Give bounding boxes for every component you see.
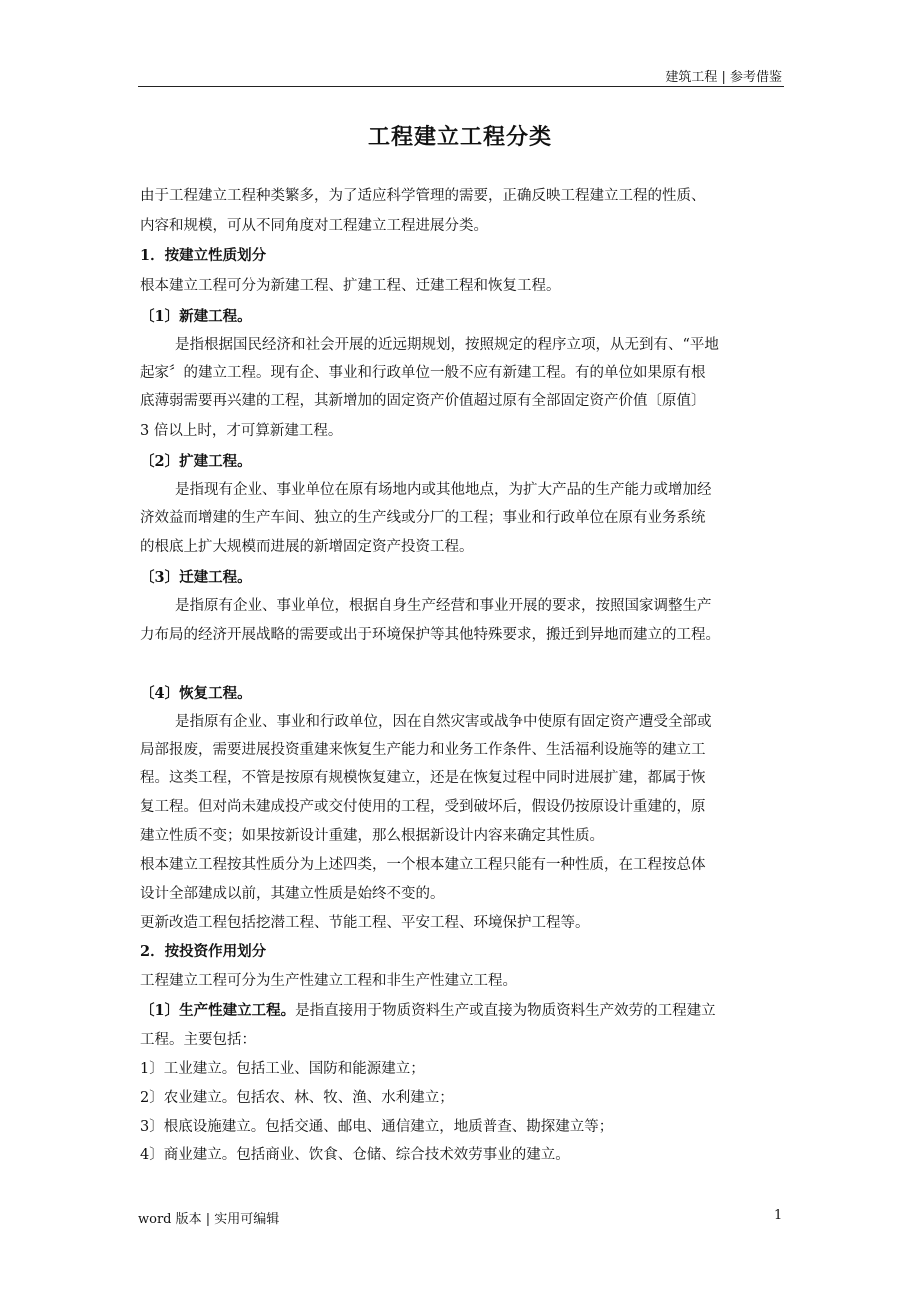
- paragraph-line: 根本建立工程按其性质分为上述四类，一个根本建立工程只能有一种性质，在工程按总体: [140, 857, 706, 873]
- section-heading: 2．按投资作用划分: [140, 943, 267, 960]
- paragraph-line: 复工程。但对尚未建成投产或交付使用的工程，受到破坏后，假设仍按原设计重建的，原: [140, 799, 706, 815]
- footer-text: word 版本 | 实用可编辑: [138, 1212, 280, 1227]
- list-item: 2〕农业建立。包括农、林、牧、渔、水利建立；: [140, 1090, 454, 1106]
- paragraph-line: [140, 1001, 716, 1021]
- paragraph-line: 由于工程建立工程种类繁多，为了适应科学管理的需要，正确反映工程建立工程的性质、: [140, 188, 706, 204]
- header-text: 建筑工程 | 参考借鉴: [665, 70, 782, 85]
- paragraph-line: 是指根据国民经济和社会开展的近远期规划，按照规定的程序立项，从无到有、“平地: [175, 337, 719, 353]
- subsection-heading: 〔1〕生产性建立工程。: [140, 1002, 296, 1019]
- list-item: 1〕工业建立。包括工业、国防和能源建立；: [140, 1061, 425, 1077]
- paragraph-line: 程。这类工程，不管是按原有规模恢复建立，还是在恢复过程中同时进展扩建，都属于恢: [140, 770, 706, 786]
- paragraph-line: 是指原有企业、事业和行政单位，因在自然灾害或战争中使原有固定资产遭受全部或: [175, 714, 712, 730]
- paragraph-line: 3 倍以上时，才可算新建工程。: [140, 423, 343, 439]
- page-number: 1: [774, 1208, 783, 1223]
- paragraph-line: 局部报废，需要进展投资重建来恢复生产能力和业务工作条件、生活福利设施等的建立工: [140, 742, 706, 758]
- subsection-heading: 〔4〕恢复工程。: [140, 685, 252, 702]
- paragraph-line: 建立性质不变；如果按新设计重建，那么根据新设计内容来确定其性质。: [140, 828, 604, 844]
- paragraph-text: 是指直接用于物质资料生产或直接为物质资料生产效劳的工程建立: [295, 1003, 716, 1019]
- paragraph-line: 起家〞的建立工程。现有企、事业和行政单位一般不应有新建工程。有的单位如果原有根: [140, 365, 706, 381]
- paragraph-line: 工程建立工程可分为生产性建立工程和非生产性建立工程。: [140, 973, 517, 989]
- paragraph-line: 根本建立工程可分为新建工程、扩建工程、迁建工程和恢复工程。: [140, 278, 561, 294]
- list-item: 4〕商业建立。包括商业、饮食、仓储、综合技术效劳事业的建立。: [140, 1147, 570, 1163]
- paragraph-line: 底薄弱需要再兴建的工程，其新增加的固定资产价值超过原有全部固定资产价值〔原值〕: [140, 393, 706, 409]
- subsection-heading: 〔3〕迁建工程。: [140, 569, 252, 586]
- paragraph-line: 工程。主要包括：: [140, 1032, 256, 1048]
- list-item: 3〕根底设施建立。包括交通、邮电、通信建立，地质普查、勘探建立等；: [140, 1119, 614, 1135]
- paragraph-line: 力布局的经济开展战略的需要或出于环境保护等其他特殊要求，搬迁到异地而建立的工程。: [140, 627, 720, 643]
- paragraph-line: 的根底上扩大规模而进展的新增固定资产投资工程。: [140, 539, 474, 555]
- section-heading: 1．按建立性质划分: [140, 247, 267, 264]
- paragraph-line: 内容和规模，可从不同角度对工程建立工程进展分类。: [140, 218, 488, 234]
- paragraph-line: 设计全部建成以前，其建立性质是始终不变的。: [140, 886, 445, 902]
- subsection-heading: 〔1〕新建工程。: [140, 308, 252, 325]
- paragraph-line: 是指原有企业、事业单位，根据自身生产经营和事业开展的要求，按照国家调整生产: [175, 598, 712, 614]
- subsection-heading: 〔2〕扩建工程。: [140, 453, 252, 470]
- paragraph-line: 济效益而增建的生产车间、独立的生产线或分厂的工程；事业和行政单位在原有业务系统: [140, 510, 706, 526]
- paragraph-line: 更新改造工程包括挖潜工程、节能工程、平安工程、环境保护工程等。: [140, 915, 590, 931]
- page-title: 工程建立工程分类: [367, 124, 552, 150]
- paragraph-line: 是指现有企业、事业单位在原有场地内或其他地点，为扩大产品的生产能力或增加经: [175, 482, 712, 498]
- header-rule: [138, 86, 784, 87]
